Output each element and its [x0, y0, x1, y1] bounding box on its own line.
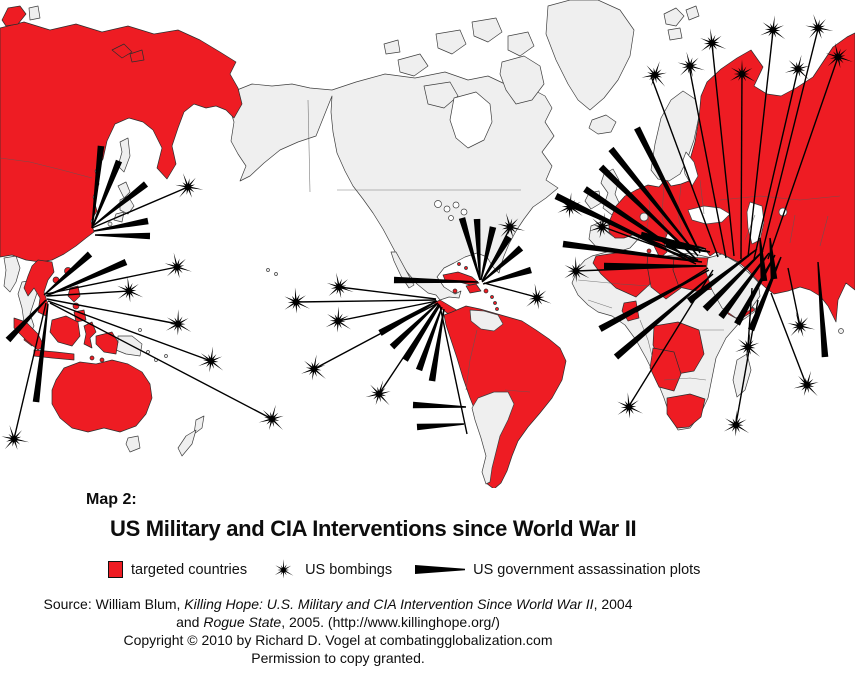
map-number-label: Map 2: [86, 491, 137, 508]
legend-label: targeted countries [131, 561, 248, 578]
targeted-tunisia [647, 249, 651, 253]
targeted-countries-swatch [108, 561, 123, 578]
assassination-plot-line [741, 72, 742, 259]
arctic-island-gray [29, 6, 40, 20]
legend-item-us-bombings [270, 556, 392, 583]
switzerland [640, 213, 648, 221]
bombing-starburst [275, 559, 294, 578]
bombing-starburst-icon [270, 556, 297, 583]
legend-label: US bombings [305, 561, 393, 578]
copyright-line: Copyright © 2010 by Richard D. Vogel at combatingglobalization.com [123, 632, 553, 648]
source-line-2: and Rogue State, 2005. (http://www.killinghope.org/) [176, 614, 500, 630]
source-block [0, 595, 676, 667]
legend-label: US government assassination plots [473, 561, 701, 578]
permission-line: Permission to copy granted. [251, 650, 425, 666]
legend [108, 556, 855, 583]
caption-block [0, 491, 855, 667]
legend-item-targeted-countries [108, 561, 247, 578]
map-title: US Military and CIA Interventions since World War II [110, 516, 637, 541]
legend-item-assassination-plots [415, 562, 700, 578]
targeted-australia [52, 360, 152, 432]
source-line-1: Source: William Blum, Killing Hope: U.S. Military and CIA Intervention Since World War II, 2004 [43, 596, 633, 612]
sri-lanka [839, 329, 844, 334]
assassination-plot-line-icon [415, 564, 465, 575]
